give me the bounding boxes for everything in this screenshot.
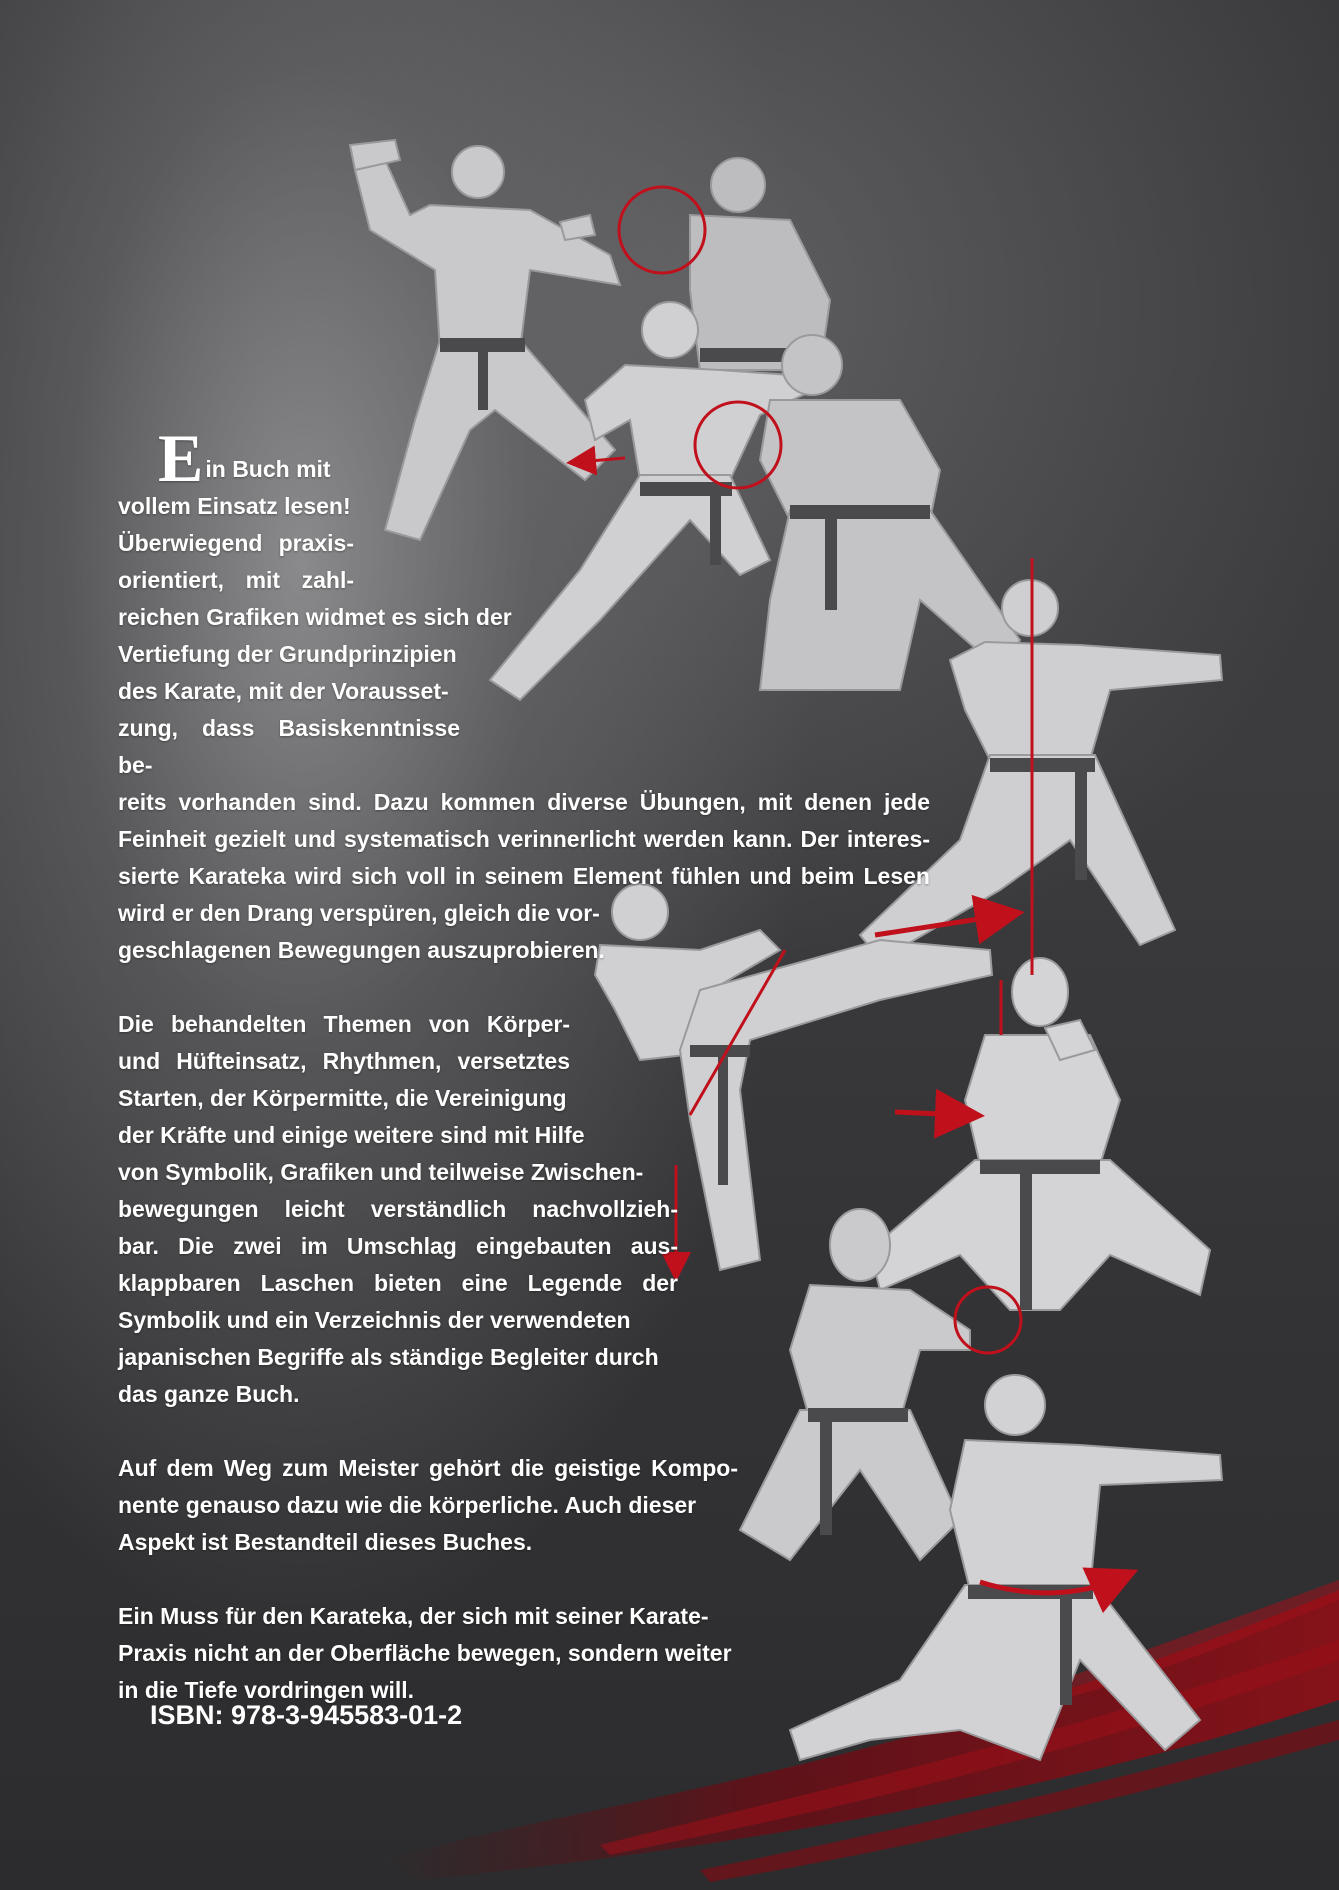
themes-line-6: bewegungen leicht verständlich nachvollzieh- bbox=[118, 1196, 678, 1222]
intro-line-11: sierte Karateka wird sich voll in seinem Element fühlen und beim Lesen bbox=[118, 863, 930, 889]
intro-line-4: orientiert, mit zahl- bbox=[118, 567, 354, 593]
intro-line-3: Überwiegend praxis- bbox=[118, 530, 354, 556]
description-text bbox=[118, 420, 938, 1746]
closing-line-1: Ein Muss für den Karateka, der sich mit seiner Karate- bbox=[118, 1603, 709, 1629]
intro-line-10: Feinheit gezielt und systematisch verinnerlicht werden kann. Der interes- bbox=[118, 826, 930, 852]
focus-circle-3 bbox=[955, 1287, 1021, 1353]
themes-line-3: Starten, der Körpermitte, die Vereinigung bbox=[118, 1085, 567, 1111]
themes-line-1: Die behandelten Themen von Körper- bbox=[118, 1011, 570, 1037]
intro-line-1: Ein Buch mit bbox=[158, 420, 331, 496]
master-line-2: nente genauso dazu wie die körperliche. Auch dieser bbox=[118, 1492, 697, 1518]
themes-paragraph bbox=[118, 1006, 938, 1413]
drop-cap: E bbox=[158, 420, 204, 496]
themes-line-11: das ganze Buch. bbox=[118, 1381, 300, 1407]
intro-line-12: wird er den Drang verspüren, gleich die vor- bbox=[118, 900, 600, 926]
themes-line-10: japanischen Begriffe als ständige Begleiter durch bbox=[118, 1344, 659, 1370]
closing-line-2: Praxis nicht an der Oberfläche bewegen, sondern weiter bbox=[118, 1640, 732, 1666]
themes-line-8: klappbaren Laschen bieten eine Legende der bbox=[118, 1270, 678, 1296]
intro-line-5: reichen Grafiken widmet es sich der bbox=[118, 604, 512, 630]
themes-line-9: Symbolik und ein Verzeichnis der verwendeten bbox=[118, 1307, 631, 1333]
intro-line-8: zung, dass Basiskenntnisse be- bbox=[118, 715, 460, 778]
master-line-1: Auf dem Weg zum Meister gehört die geistige Kompo- bbox=[118, 1455, 738, 1481]
themes-line-2: und Hüfteinsatz, Rhythmen, versetztes bbox=[118, 1048, 570, 1074]
themes-line-5: von Symbolik, Grafiken und teilweise Zwischen- bbox=[118, 1159, 644, 1185]
isbn-label: ISBN: 978-3-945583-01-2 bbox=[150, 1700, 463, 1730]
intro-paragraph bbox=[118, 420, 938, 969]
closing-line-3: in die Tiefe vordringen will. bbox=[118, 1677, 415, 1703]
themes-line-4: der Kräfte und einige weitere sind mit Hilfe bbox=[118, 1122, 585, 1148]
intro-line-9: reits vorhanden sind. Dazu kommen diverse Übungen, mit denen jede bbox=[118, 789, 930, 815]
intro-line-13: geschlagenen Bewegungen auszuprobieren. bbox=[118, 937, 605, 963]
intro-line-2: vollem Einsatz lesen! bbox=[118, 493, 351, 519]
intro-line-6: Vertiefung der Grundprinzipien bbox=[118, 641, 457, 667]
themes-line-7: bar. Die zwei im Umschlag eingebauten aus- bbox=[118, 1233, 678, 1259]
master-line-3: Aspekt ist Bestandteil dieses Buches. bbox=[118, 1529, 533, 1555]
master-paragraph bbox=[118, 1450, 938, 1561]
closing-paragraph bbox=[118, 1598, 938, 1709]
intro-line-7: des Karate, mit der Vorausset- bbox=[118, 678, 449, 704]
